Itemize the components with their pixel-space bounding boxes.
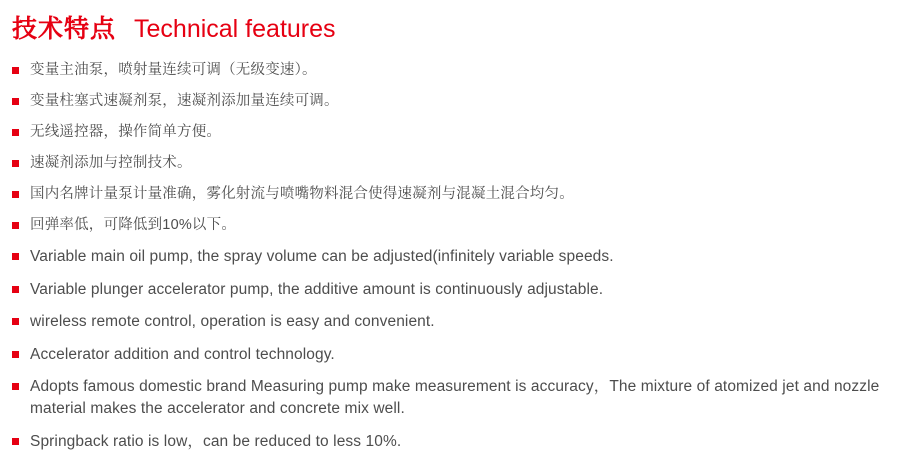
page-title — [12, 14, 890, 44]
square-bullet-icon — [12, 129, 19, 136]
list-item-label: 国内名牌计量泵计量准确，雾化射流与喷嘴物料混合使得速凝剂与混凝土混合均匀。 — [30, 186, 574, 203]
list-item-label: 变量主油泵，喷射量连续可调（无级变速）。 — [30, 62, 317, 78]
list-item-label: Variable plunger accelerator pump, the additive amount is continuously adjustable. — [30, 280, 604, 298]
page-title-english: Technical features — [134, 15, 336, 43]
list-item — [10, 153, 890, 174]
square-bullet-icon — [12, 383, 19, 390]
square-bullet-icon — [12, 318, 19, 325]
list-item — [10, 376, 890, 421]
square-bullet-icon — [12, 67, 19, 74]
list-item — [10, 431, 890, 453]
square-bullet-icon — [12, 253, 19, 260]
list-item-label: Springback ratio is low，can be reduced to less 10%. — [30, 432, 402, 450]
square-bullet-icon — [12, 286, 19, 293]
square-bullet-icon — [12, 160, 19, 167]
square-bullet-icon — [12, 191, 19, 198]
list-item — [10, 60, 890, 81]
list-item — [10, 215, 890, 236]
square-bullet-icon — [12, 438, 19, 445]
feature-list — [10, 60, 890, 453]
list-item-label: Adopts famous domestic brand Measuring pump make measurement is accuracy，The mixture of atomized jet and nozzle material makes the accelerator and concrete mix well. — [30, 377, 880, 418]
list-item-label: 无线遥控器，操作简单方便。 — [30, 124, 222, 141]
list-item — [10, 184, 890, 205]
list-item — [10, 279, 890, 301]
list-item-label: Variable main oil pump, the spray volume can be adjusted(infinitely variable speeds. — [30, 248, 614, 266]
square-bullet-icon — [12, 222, 19, 229]
list-item-label: Accelerator addition and control technology. — [30, 345, 335, 363]
list-item — [10, 311, 890, 333]
list-item-label: 速凝剂添加与控制技术。 — [30, 155, 192, 172]
square-bullet-icon — [12, 351, 19, 358]
page-title-chinese: 技术特点 — [12, 15, 117, 43]
square-bullet-icon — [12, 98, 19, 105]
list-item — [10, 344, 890, 366]
list-item-label: 变量柱塞式速凝剂泵，速凝剂添加量连续可调。 — [30, 93, 339, 110]
list-item-label: 回弹率低，可降低到10%以下。 — [30, 217, 237, 234]
list-item-label: wireless remote control, operation is easy and convenient. — [30, 313, 435, 331]
list-item — [10, 122, 890, 143]
list-item — [10, 91, 890, 112]
list-item — [10, 246, 890, 268]
